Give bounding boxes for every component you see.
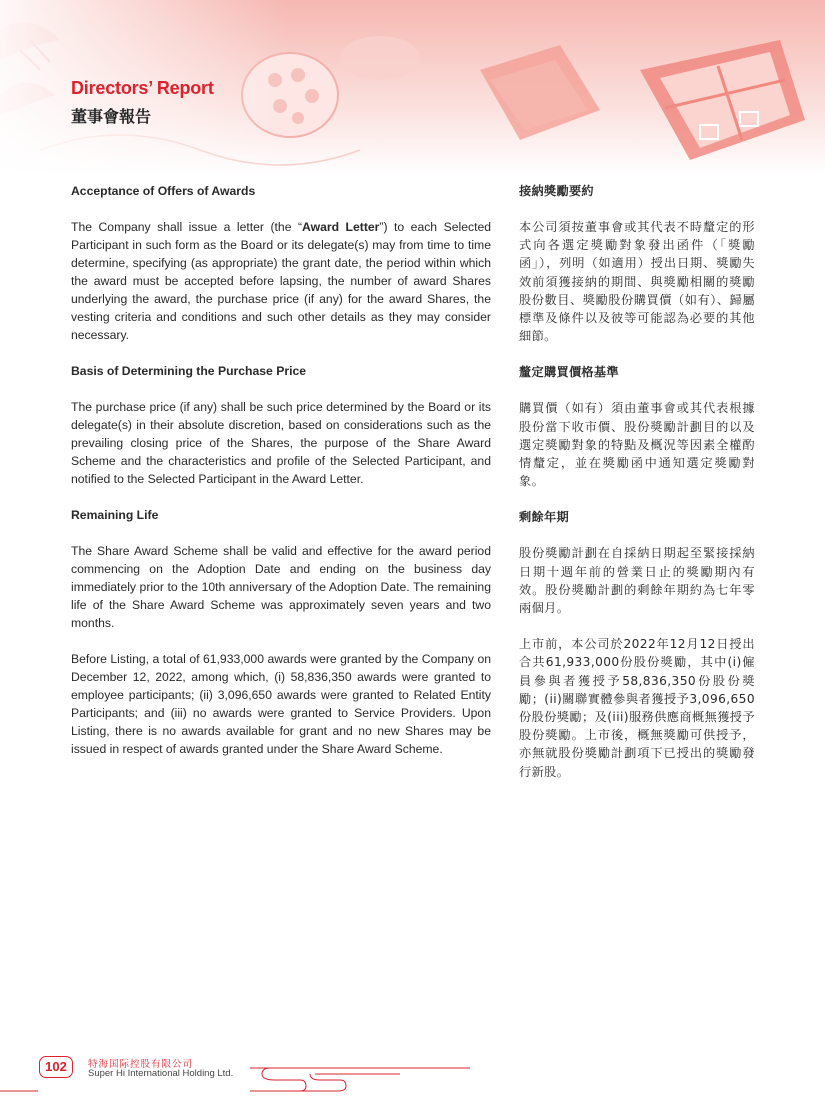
section-body: The Share Award Scheme shall be valid and effective for the award period commencing on the Adoption Date and ending on the business day immediately prior to the 10th anniversary of the Adoption Date. The remaining life of the Share Award Scheme was approximately seven years and two months. xyxy=(71,544,491,630)
company-name-en: Super Hi International Holding Ltd. xyxy=(88,1068,234,1079)
section-heading-zh: 剩餘年期 xyxy=(519,510,569,525)
page-title-zh: 董事會報告 xyxy=(71,107,152,126)
section-body-zh: 上市前，本公司於2022年12月12日授出合共61,933,000份股份獎勵，其中(i)僱員參與者獲授予58,836,350份股份獎勵；(ii)關聯實體參與者獲授予3,096,650份股份獎勵；及(iii)服務供應商概無獲授予股份獎勵。上市後，概無獎勵可供授予，亦無就股份獎勵計劃項下已授出的獎勵發行新股。 xyxy=(519,637,755,779)
section-body-zh: 本公司須按董事會或其代表不時釐定的形式向各選定獎勵對象發出函件（「獎勵函」），列明（如適用）授出日期、獎勵失效前須獲接納的期間、與獎勵相關的獎勵股份數目、獎勵股份購買價（如有）、歸屬標準及條件以及彼等可能認為必要的其他細節。 xyxy=(519,220,755,344)
body-text: The Company shall issue a letter (the “ xyxy=(71,220,303,234)
section-heading-zh: 接納獎勵要約 xyxy=(519,184,594,198)
company-name-zh: 特海国际控股有限公司 xyxy=(88,1059,194,1070)
section-body: The purchase price (if any) shall be such price determined by the Board or its delegate(s) in their absolute discretion, based on considerations such as the prevailing closing price of the Shares, the purpose of the Share Award Scheme and the characteristics and profile of the Selected Participant, and notified to the Selected Participant in the Award Letter. xyxy=(71,400,491,486)
section-body-zh: 股份獎勵計劃在自採納日期起至緊接採納日期十週年前的營業日止的獎勵期內有效。股份獎勵計劃的剩餘年期約為七年零兩個月。 xyxy=(519,546,755,616)
section-heading: Basis of Determining the Purchase Price xyxy=(71,364,307,378)
section-heading-zh: 釐定購買價格基準 xyxy=(519,365,619,380)
section-body xyxy=(71,218,491,344)
section-body: Before Listing, a total of 61,933,000 awards were granted by the Company on December 12, 2022, among which, (i) 58,836,350 awards were granted to employee participants; (ii) 3,096,650 awards were granted to Related Entity Participants; and (iii) no awards were granted to Service Providers. Upon Listing, there is no awards available for grant and no new Shares may be issued in respect of awards granted under the Share Award Scheme. xyxy=(71,652,491,756)
body-text: ”) to each Selected Participant in such form as the Board or its delegate(s) may from time to time determine, specifying (as appropriate) the grant date, the period within which the award must be accepted before lapsing, the number of award Shares underlying the award, the purchase price (if any) for the award Shares, the vesting criteria and conditions and such other details as they may consider necessary. xyxy=(71,220,492,342)
page-number: 102 xyxy=(39,1056,73,1078)
section-heading: Remaining Life xyxy=(71,508,159,522)
chinese-column xyxy=(519,182,755,781)
defined-term: Award Letter xyxy=(302,220,380,234)
english-column xyxy=(71,182,491,758)
section-body-zh: 購買價（如有）須由董事會或其代表根據股份當下收市價、股份獎勵計劃目的以及選定獎勵對象的特點及概況等因素全權酌情釐定，並在獎勵函中通知選定獎勵對象。 xyxy=(519,401,755,489)
page-title: Directors’ Report xyxy=(71,78,214,98)
section-heading: Acceptance of Offers of Awards xyxy=(71,184,256,198)
